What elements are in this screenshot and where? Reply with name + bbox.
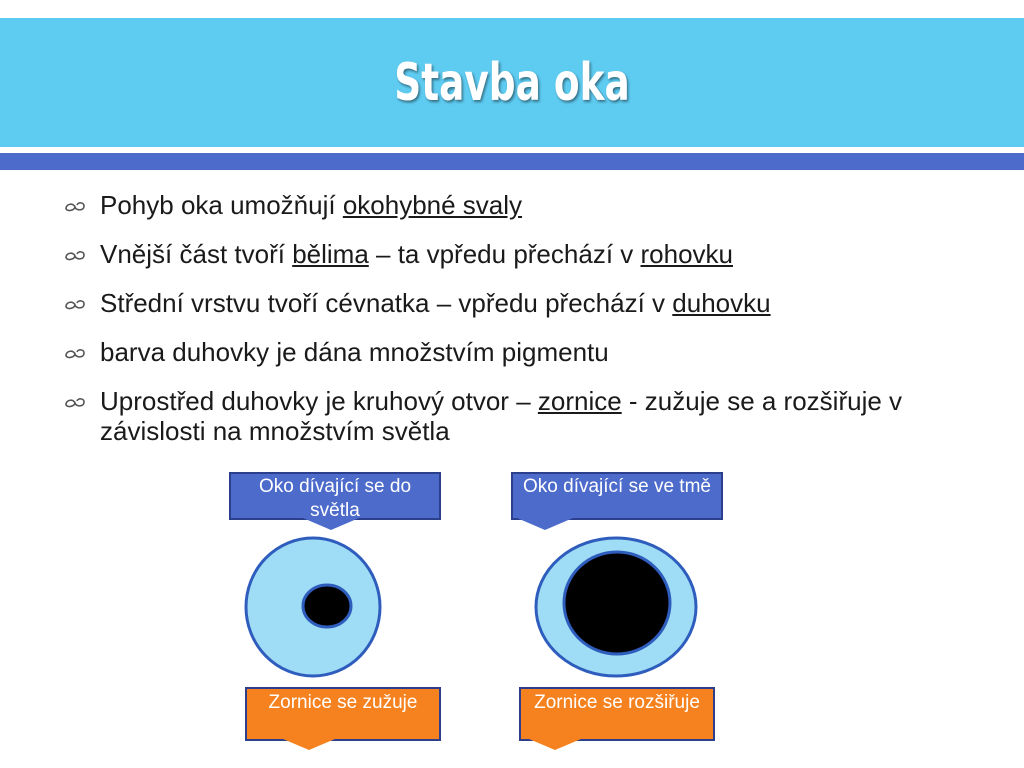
link-okohybne-svaly[interactable]: okohybné svaly [342,190,523,220]
bullet-text-mid: – ta vpředu přechází v [368,239,641,269]
infinity-loop-icon [62,197,88,215]
link-duhovku[interactable]: duhovku [672,288,771,318]
infinity-loop-icon [62,246,88,264]
callout-light-label: Oko dívající se do světla [258,476,412,521]
bullet-item [62,239,982,269]
callout-dark-label: Oko dívající se ve tmě [523,476,711,497]
callout-tail [303,518,359,530]
infinity-loop-icon [62,393,88,411]
eye-light [243,535,383,679]
bullet-text: Střední vrstvu tvoří cévnatka – vpředu přechází v [100,288,673,318]
eye-dark [533,535,699,679]
callout-constricts-label: Zornice se zužuje [268,692,418,713]
bullet-list [62,190,982,465]
callout-light [229,472,441,520]
bullet-item [62,386,982,446]
slide-title: Stavba oka [394,53,630,113]
callout-dilates [519,687,715,741]
callout-tail [529,739,581,750]
bullet-text: Pohyb oka umožňují [100,190,343,220]
bullet-item [62,288,982,318]
link-rohovku[interactable]: rohovku [640,239,733,269]
link-zornice[interactable]: zornice [537,386,622,416]
bullet-text: barva duhovky je dána množstvím pigmentu [100,337,609,367]
bullet-text-mid: - zužuje se a rozšiřuje v závislosti na množstvím světla [100,386,903,446]
bullet-text: Vnější část tvoří [100,239,293,269]
divider-blue [0,153,1024,170]
infinity-loop-icon [62,344,88,362]
bullet-item [62,190,982,220]
callout-dilates-label: Zornice se rozšiřuje [534,692,700,713]
link-belima[interactable]: bělima [292,239,369,269]
callout-tail [283,739,335,750]
callout-dark [511,472,723,520]
infinity-loop-icon [62,295,88,313]
bullet-item [62,337,982,367]
pupil-large [564,552,670,654]
callout-constricts [245,687,441,741]
bullet-text: Uprostřed duhovky je kruhový otvor – [100,386,538,416]
pupil-small [303,585,351,627]
callout-tail [517,518,573,530]
